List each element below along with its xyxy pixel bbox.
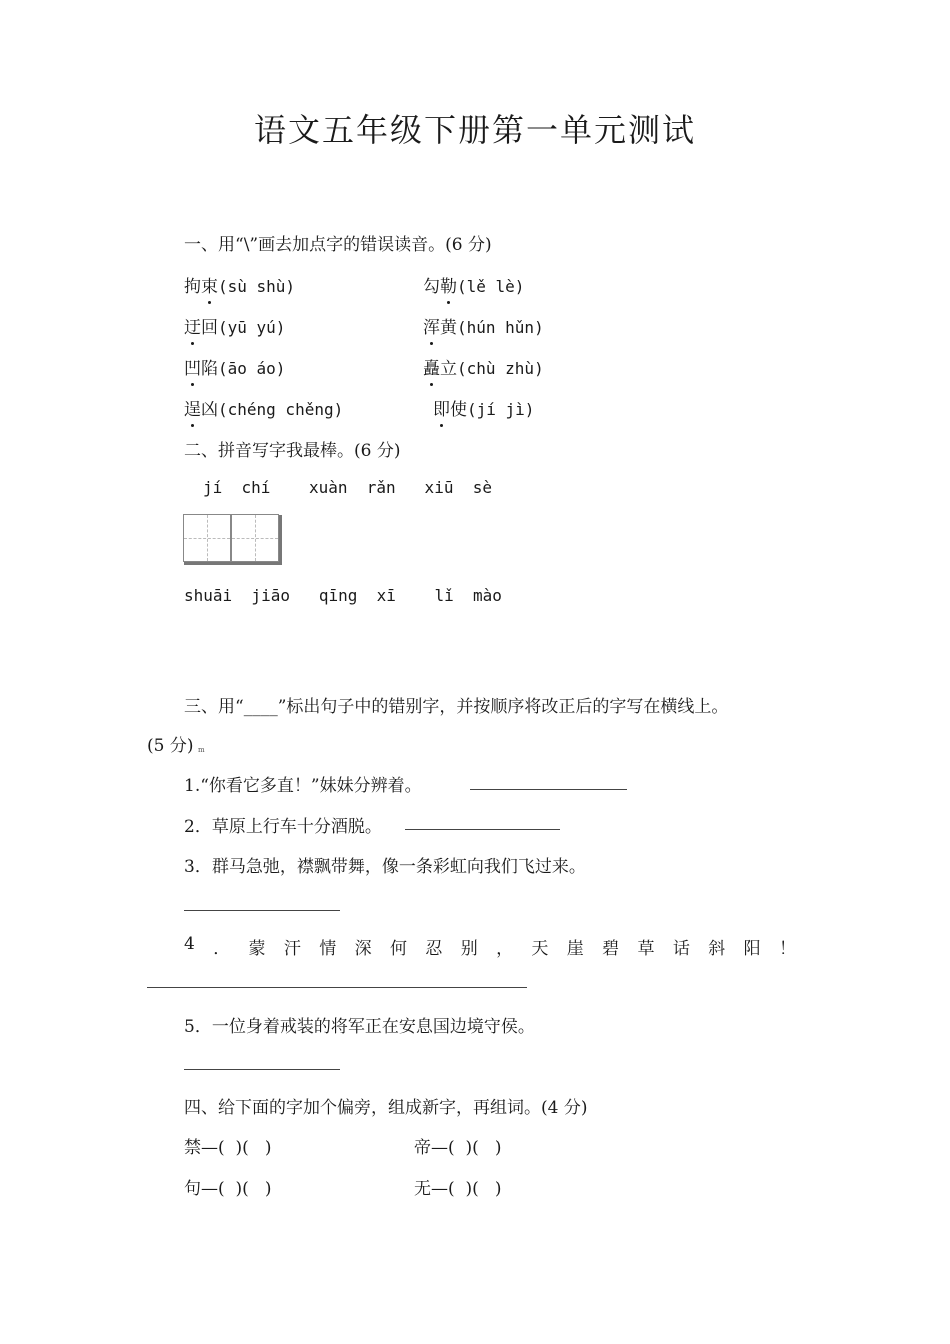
s1-item-6-char: 立 (440, 359, 457, 379)
q4-char: 崖 (566, 939, 584, 959)
s1-item-2-dot-char: 勒 (440, 272, 457, 297)
s1-item-5 (184, 354, 285, 379)
s1-item-7-pinyin: (chéng chěng) (218, 400, 344, 419)
q4-char: 草 (637, 939, 655, 959)
grid-shadow-bottom (184, 562, 282, 565)
q4-char: 汗 (283, 939, 301, 959)
s2-pinyin-row-1: jí chí xuàn rǎn xiū sè (203, 478, 492, 497)
s1-item-8-dot-char: 即 (433, 395, 450, 420)
writing-cell-2[interactable] (231, 514, 279, 562)
q4-char: 斜 (708, 939, 726, 959)
s1-item-2 (423, 272, 524, 297)
s1-item-3-char: 回 (201, 318, 218, 338)
s3-answer-line-3[interactable] (184, 910, 340, 911)
section-3-heading-cont: (5 分) (147, 736, 194, 756)
section-4-heading: 四、给下面的字加个偏旁，组成新字，再组词。(4 分) (184, 1098, 588, 1118)
section-1-heading: 一、用“\”画去加点字的错误读音。(6 分) (184, 235, 492, 255)
s1-item-8-char: 使 (450, 400, 467, 420)
q4-char: 4 (184, 934, 195, 954)
s3-question-3: 3．群马急弛，襟飘带舞，像一条彩虹向我们飞过来。 (184, 857, 586, 877)
grid-shadow-right (279, 515, 282, 565)
s1-item-6 (423, 354, 544, 379)
s1-item-6-dot-char: 矗 (423, 354, 440, 379)
s1-item-8-pinyin: (jí jì) (467, 400, 535, 419)
small-mark: m (198, 746, 205, 754)
q4-char: 天 (531, 939, 549, 959)
q4-char: 别 (460, 939, 478, 959)
s4-item-3: 句—( )( ) (184, 1179, 272, 1199)
s1-item-4-pinyin: (hún hǔn) (457, 318, 544, 337)
s3-question-1: 1.“你看它多直！”妹妹分辨着。 (184, 776, 422, 796)
s3-answer-line-4[interactable] (147, 987, 527, 988)
s4-item-1: 禁—( )( ) (184, 1138, 272, 1158)
q4-char: 话 (672, 939, 690, 959)
q4-char: 阳 (743, 939, 761, 959)
s1-item-1-pinyin: (sù shù) (218, 277, 296, 296)
q4-char: 深 (354, 939, 372, 959)
s4-item-4: 无—( )( ) (414, 1179, 502, 1199)
s1-item-8 (433, 395, 534, 420)
writing-grid[interactable] (183, 514, 287, 567)
s3-answer-line-5[interactable] (184, 1069, 340, 1070)
s1-item-7-char: 凶 (201, 400, 218, 420)
s1-item-1-dot-char: 束 (201, 272, 218, 297)
q4-char: 何 (389, 939, 407, 959)
s1-item-1 (184, 272, 295, 297)
s3-question-5: 5．一位身着戒装的将军正在安息国边境守侯。 (184, 1017, 535, 1037)
section-2-heading: 二、拼音写字我最棒。(6 分) (184, 441, 401, 461)
s1-item-7-dot-char: 逞 (184, 395, 201, 420)
s3-answer-line-1[interactable] (470, 789, 627, 790)
q4-char: 碧 (602, 939, 620, 959)
section-3-heading: 三、用“____”标出句子中的错别字，并按顺序将改正后的字写在横线上。 (184, 697, 729, 717)
s3-answer-line-2[interactable] (405, 829, 560, 830)
q4-char: ， (496, 939, 514, 959)
s1-item-2-pinyin: (lě lè) (457, 277, 525, 296)
s1-item-4-char: 黄 (440, 318, 457, 338)
s2-pinyin-row-2: shuāi jiāo qīng xī lǐ mào (184, 586, 502, 605)
s1-item-6-pinyin: (chù zhù) (457, 359, 544, 378)
writing-cell-1[interactable] (183, 514, 231, 562)
s4-item-2: 帝—( )( ) (414, 1138, 502, 1158)
s3-question-2: 2．草原上行车十分酒脱。 (184, 817, 382, 837)
s1-item-2-char: 勾 (423, 277, 440, 297)
s1-item-5-pinyin: (āo áo) (218, 359, 286, 378)
s3-question-4 (184, 934, 796, 959)
q4-char: ． (213, 939, 231, 959)
s1-item-3-dot-char: 迂 (184, 313, 201, 338)
s1-item-5-char: 陷 (201, 359, 218, 379)
s1-item-3-pinyin: (yū yú) (218, 318, 286, 337)
s1-item-4 (423, 313, 544, 338)
s1-item-3 (184, 313, 285, 338)
q4-char: 蒙 (248, 939, 266, 959)
page-title: 语文五年级下册第一单元测试 (253, 111, 696, 149)
s1-item-5-dot-char: 凹 (184, 354, 201, 379)
s1-item-1-char: 拘 (184, 277, 201, 297)
s1-item-4-dot-char: 浑 (423, 313, 440, 338)
s1-item-7 (184, 395, 343, 420)
q4-char: 忍 (425, 939, 443, 959)
q4-char: 情 (319, 939, 337, 959)
q4-char: ！ (778, 939, 796, 959)
